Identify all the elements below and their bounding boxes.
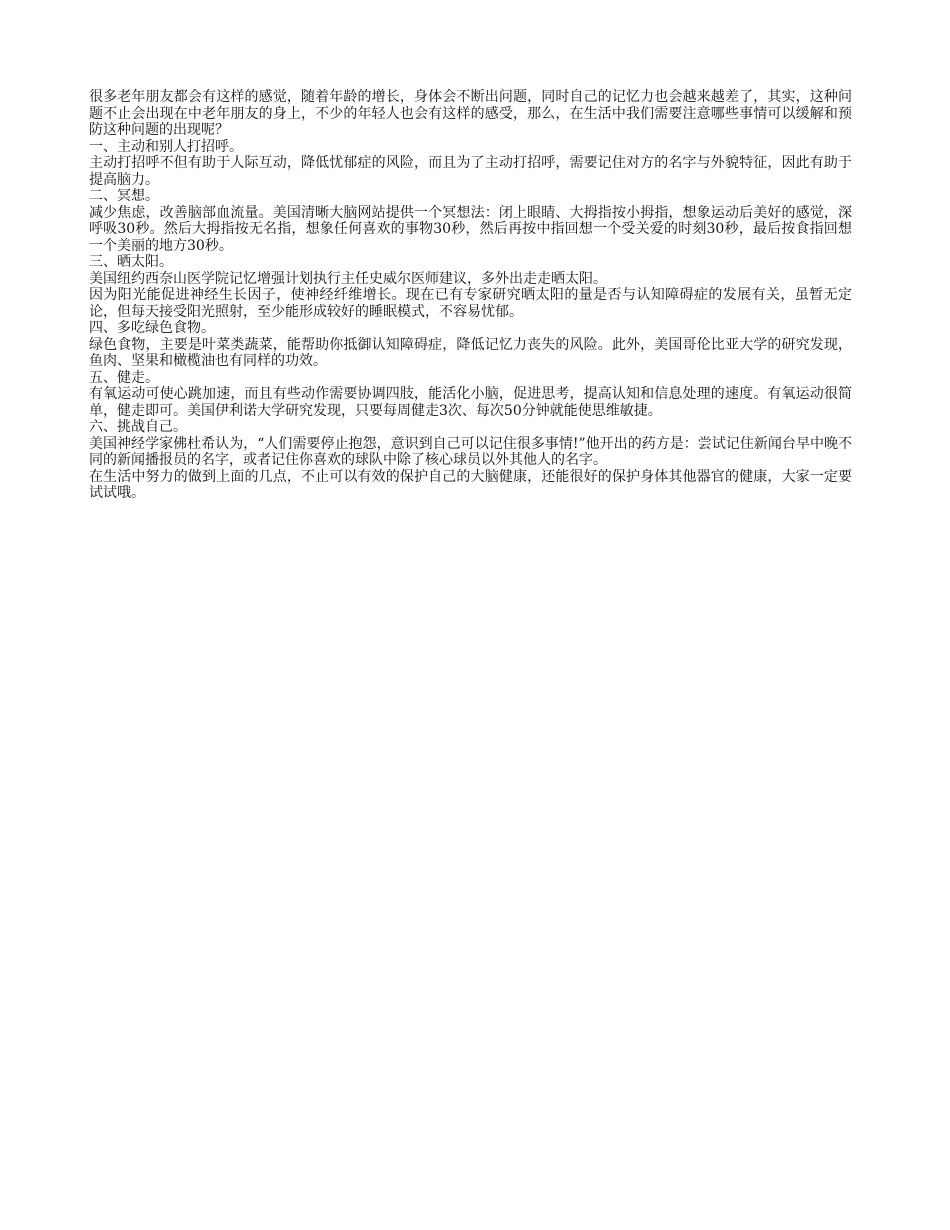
section-heading-1: 一、主动和别人打招呼。 <box>89 138 243 155</box>
section-body-3a: 美国纽约西奈山医学院记忆增强计划执行主任史威尔医师建议，多外出走走晒太阳。 <box>89 270 607 287</box>
section-body-3b: 因为阳光能促进神经生长因子，使神经纤维增长。现在已有专家研究晒太阳的量是否与认知障碍症的发展有关，虽暂无定论，但每天接受阳光照射，至少能形成较好的睡眠模式，不容易忧郁。 <box>89 287 852 320</box>
section-body-2: 减少焦虑，改善脑部血流量。美国清晰大脑网站提供一个冥想法：闭上眼睛、大拇指按小拇指，想象运动后美好的感觉，深呼吸30秒。然后大拇指按无名指，想象任何喜欢的事物30秒，然后再按中指回想一个受关爱的时刻30秒，最后按食指回想一个美丽的地方30秒。 <box>89 204 852 254</box>
section-heading-2: 二、冥想。 <box>89 188 159 204</box>
conclusion-paragraph: 在生活中努力的做到上面的几点，不止可以有效的保护自己的大脑健康，还能很好的保护身体其他器官的健康，大家一定要试试哦。 <box>89 468 852 501</box>
section-body-1: 主动打招呼不但有助于人际互动，降低忧郁症的风险，而且为了主动打招呼，需要记住对方的名字与外貌特征，因此有助于提高脑力。 <box>89 155 852 188</box>
section-heading-6: 六、挑战自己。 <box>89 419 187 435</box>
section-heading-3: 三、晒太阳。 <box>89 254 173 270</box>
section-body-4: 绿色食物，主要是叶菜类蔬菜，能帮助你抵御认知障碍症，降低记忆力丧失的风险。此外，美国哥伦比亚大学的研究发现，鱼肉、坚果和橄榄油也有同样的功效。 <box>89 336 852 369</box>
section-heading-5: 五、健走。 <box>89 369 159 386</box>
section-body-5: 有氧运动可使心跳加速，而且有些动作需要协调四肢，能活化小脑，促进思考，提高认知和信息处理的速度。有氧运动很简单，健走即可。美国伊利诺大学研究发现，只要每周健走3次、每次50分钟就能使思维敏捷。 <box>89 386 852 419</box>
section-heading-4: 四、多吃绿色食物。 <box>89 320 215 336</box>
intro-paragraph: 很多老年朋友都会有这样的感觉，随着年龄的增长，身体会不断出问题，同时自己的记忆力也会越来越差了，其实，这种问题不止会出现在中老年朋友的身上，不少的年轻人也会有这样的感受，那么，在生活中我们需要注意哪些事情可以缓解和预防这种问题的出现呢？ <box>89 89 852 138</box>
section-body-6: 美国神经学家佛杜希认为，“人们需要停止抱怨，意识到自己可以记住很多事情!”他开出的药方是：尝试记住新闻台早中晚不同的新闻播报员的名字，或者记住你喜欢的球队中除了核心球员以外其他人的名字。 <box>89 435 852 468</box>
document-body <box>89 89 852 502</box>
